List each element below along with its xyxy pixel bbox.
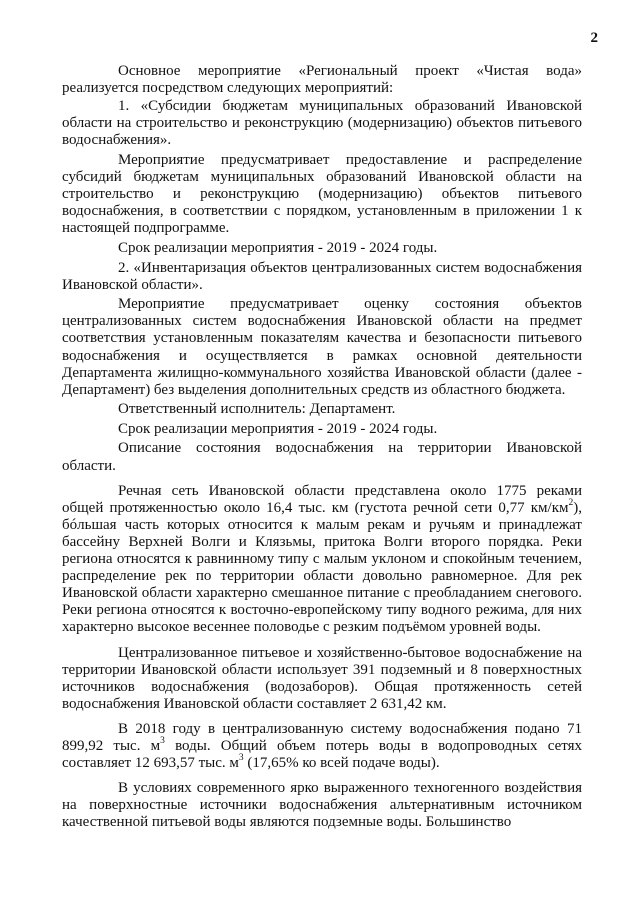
paragraph-responsible-executor: Ответственный исполнитель: Департамент. xyxy=(118,401,396,418)
paragraph-measure-2-title: 2. «Инвентаризация объектов централизованных систем водоснабжения Ивановской области». xyxy=(62,259,582,293)
paragraph-measure-1-description: Мероприятие предусматривает предоставление и распределение субсидий бюджетам муниципальных образований Ивановской области на строительство и реконструкцию (модернизацию) объектов питьевого водоснабжения, в соответствии с порядком, установленным в приложении 1 к настоящей подпрограмме. xyxy=(62,151,582,237)
water-volume-text-start: В 2018 году в централизованную систему водоснабжения подано 71 899,92 тыс. м xyxy=(62,720,582,754)
water-volume-text-end: (17,65% ко всей подаче воды). xyxy=(243,755,440,772)
paragraph-river-network xyxy=(62,483,582,637)
paragraph-groundwater: В условиях современного ярко выраженного техногенного воздействия на поверхностные источники водоснабжения альтернативным источником качественной питьевой воды являются подземные воды. Большинство xyxy=(62,780,582,831)
water-volume-text-middle: воды. Общий объем потерь воды в водопроводных сетях составляет 12 693,57 тыс. м xyxy=(62,737,582,772)
paragraph-measure-1-term: Срок реализации мероприятия - 2019 - 2024 годы. xyxy=(118,239,438,256)
paragraph-measure-2-term: Срок реализации мероприятия - 2019 - 2024 годы. xyxy=(118,420,438,437)
river-network-text-end: ), бóльшая часть которых относится к малым рекам и ручьям и принадлежат бассейну Верхней Волги и Клязьмы, притока Волги второго порядка. Реки региона относятся к равнинному типу с малым уклоном и спокойным течением, распределение рек по территории области довольно равномерное. Для рек Ивановской области характерно смешанное питание с преобладанием снегового. Реки региона относятся к восточно-европейскому типу водного режима, для них характерно высокое весеннее половодье с резким подъёмом уровней воды. xyxy=(62,499,582,636)
document-body xyxy=(62,63,582,834)
superscript-squared: 2 xyxy=(568,497,574,508)
paragraph-measure-2-description: Мероприятие предусматривает оценку состояния объектов централизованных систем водоснабжения Ивановской области на предмет соответствия установленным показателям качества и безопасности питьевого водоснабжения и осуществляется в рамках основной деятельности Департамента жилищно-коммунального хозяйства Ивановской области (далее - Департамент) без выделения дополнительных средств из областного бюджета. xyxy=(62,296,582,398)
paragraph-centralized-supply: Централизованное питьевое и хозяйственно-бытовое водоснабжение на территории Ивановской области использует 391 подземный и 8 поверхностных источников водоснабжения (водозаборов). Общая протяженность сетей водоснабжения Ивановской области составляет 2 631,42 км. xyxy=(62,644,582,712)
paragraph-measure-1-title: 1. «Субсидии бюджетам муниципальных образований Ивановской области на строительство и реконструкцию (модернизацию) объектов питьевого водоснабжения». xyxy=(62,98,582,149)
paragraph-water-volume-2018 xyxy=(62,721,582,772)
superscript-cubed-2: 3 xyxy=(238,753,244,764)
paragraph-water-supply-heading: Описание состояния водоснабжения на территории Ивановской области. xyxy=(62,440,582,474)
page-number: 2 xyxy=(590,30,598,46)
superscript-cubed-1: 3 xyxy=(160,735,165,746)
paragraph-intro: Основное мероприятие «Региональный проект «Чистая вода» реализуется посредством следующих мероприятий: xyxy=(62,63,582,97)
river-network-text-start: Речная сеть Ивановской области представлена около 1775 реками общей протяженностью около 16,4 тыс. км (густота речной сети 0,77 км/км xyxy=(62,482,582,516)
